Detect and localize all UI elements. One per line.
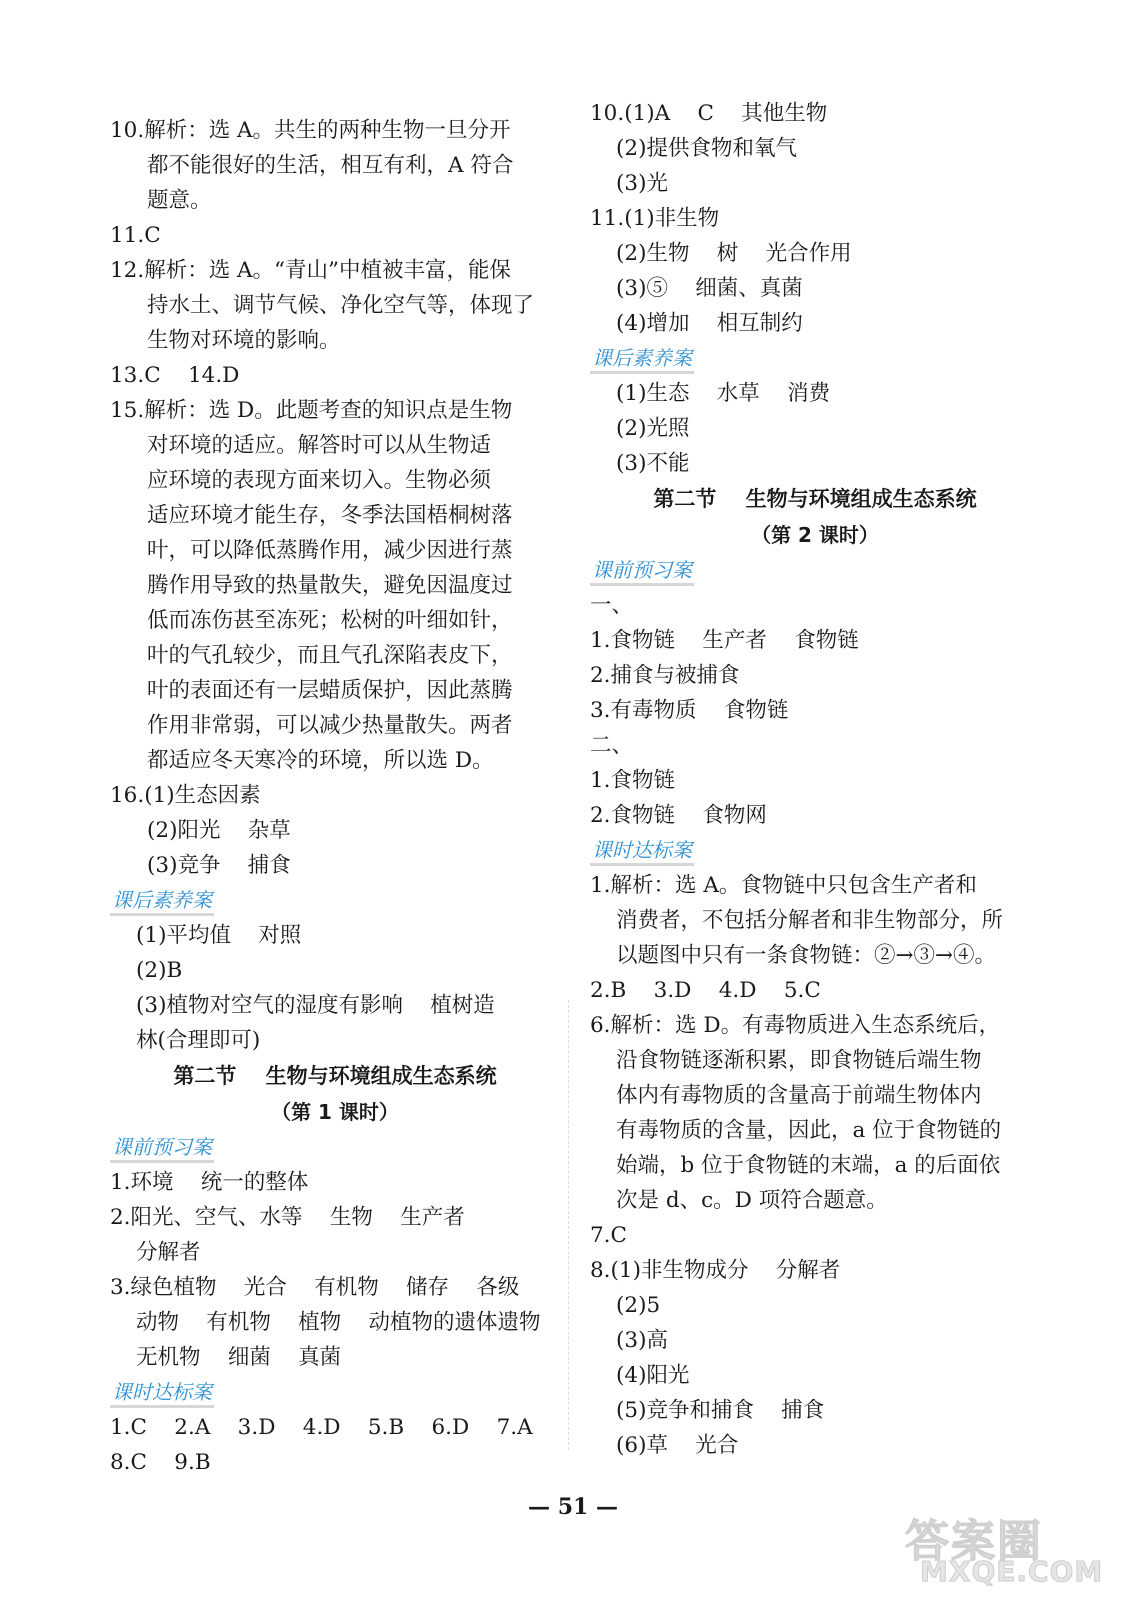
lesson-subtitle: （第 1 课时） <box>271 1100 399 1124</box>
section-heading: 课时达标案 <box>590 833 1040 868</box>
answer-line: (3)光 <box>616 171 668 196</box>
answer-line: 1.食物链 <box>590 768 676 793</box>
answer-line: 12.解析：选 A。“青山”中植被丰富，能保 <box>110 258 512 283</box>
watermark-text: 答案圈 <box>905 1516 1043 1567</box>
answer-line: 1.食物链 生产者 食物链 <box>590 628 859 653</box>
answer-line: 3.有毒物质 食物链 <box>590 698 789 723</box>
answer-line: 都适应冬天寒冷的环境，所以选 D。 <box>147 748 494 773</box>
answer-line: (2)光照 <box>616 416 690 441</box>
watermark-logo <box>905 1505 1120 1595</box>
answer-line: 叶，可以降低蒸腾作用，减少因进行蒸 <box>147 538 513 563</box>
right-column <box>590 101 1040 1463</box>
answer-line: 2.食物链 食物网 <box>590 803 767 828</box>
answer-line: 持水土、调节气候、净化空气等，体现了 <box>147 293 535 318</box>
answer-line: 作用非常弱，可以减少热量散失。两者 <box>147 713 513 738</box>
answer-line: 有毒物质的含量，因此，a 位于食物链的 <box>616 1118 1002 1143</box>
answer-line: 13.C 14.D <box>110 363 240 388</box>
answer-line: 3.绿色植物 光合 有机物 储存 各级 <box>110 1275 520 1300</box>
section-heading: 课后素养案 <box>590 341 1040 376</box>
answer-line: 11.C <box>110 223 161 248</box>
answer-line: 16.(1)生态因素 <box>110 783 261 808</box>
answer-line: 都不能很好的生活，相互有利，A 符合 <box>147 153 514 178</box>
column-divider <box>568 1000 569 1450</box>
section-heading: 课前预习案 <box>110 1130 560 1165</box>
answer-line: (1)生态 水草 消费 <box>616 381 831 406</box>
answer-line: 1.环境 统一的整体 <box>110 1170 309 1195</box>
chapter-title: 第二节 生物与环境组成生态系统 <box>653 487 977 511</box>
answer-line: 10.解析：选 A。共生的两种生物一旦分开 <box>110 118 511 143</box>
answer-line: 6.解析：选 D。有毒物质进入生态系统后， <box>590 1013 1001 1038</box>
answer-line: 林(合理即可) <box>136 1028 261 1053</box>
answer-line: 以题图中只有一条食物链：②→③→④。 <box>616 943 997 968</box>
answer-line: 二、 <box>590 733 634 758</box>
answer-line: 2.B 3.D 4.D 5.C <box>590 978 821 1003</box>
page-number: — 51 — <box>528 1494 618 1520</box>
section-heading: 课时达标案 <box>110 1375 560 1410</box>
answer-line: 10.(1)A C 其他生物 <box>590 101 828 126</box>
answer-line: (6)草 光合 <box>616 1433 739 1458</box>
answer-line: (2)提供食物和氧气 <box>616 136 797 161</box>
answer-line: (3)植物对空气的湿度有影响 植树造 <box>136 993 495 1018</box>
answer-line: 生物对环境的影响。 <box>147 328 341 353</box>
answer-line: 8.(1)非生物成分 分解者 <box>590 1258 841 1283</box>
answer-line: (3)不能 <box>616 451 690 476</box>
answer-line: (3)竞争 捕食 <box>147 853 291 878</box>
answer-line: 无机物 细菌 真菌 <box>136 1345 342 1370</box>
answer-line: (5)竞争和捕食 捕食 <box>616 1398 825 1423</box>
answer-line: 消费者，不包括分解者和非生物部分，所 <box>616 908 1004 933</box>
answer-line: 沿食物链逐渐积累，即食物链后端生物 <box>616 1048 982 1073</box>
answer-line: (2)B <box>136 958 183 983</box>
watermark-url: MXQE.COM <box>920 1555 1104 1588</box>
answer-line: 2.捕食与被捕食 <box>590 663 740 688</box>
answer-line: 体内有毒物质的含量高于前端生物体内 <box>616 1083 982 1108</box>
answer-line: 7.C <box>590 1223 627 1248</box>
answer-line: 1.解析：选 A。食物链中只包含生产者和 <box>590 873 977 898</box>
answer-line: (4)增加 相互制约 <box>616 311 803 336</box>
answer-line: (2)阳光 杂草 <box>147 818 291 843</box>
left-column <box>110 113 560 1480</box>
lesson-subtitle: （第 2 课时） <box>751 523 879 547</box>
answer-line: 腾作用导致的热量散失，避免因温度过 <box>147 573 513 598</box>
section-heading: 课前预习案 <box>590 553 1040 588</box>
answer-line: 11.(1)非生物 <box>590 206 720 231</box>
answer-line: 2.阳光、空气、水等 生物 生产者 <box>110 1205 465 1230</box>
answer-line: 低而冻伤甚至冻死；松树的叶细如针， <box>147 608 513 633</box>
answer-line: 叶的气孔较少，而且气孔深陷表皮下， <box>147 643 513 668</box>
answer-line: 次是 d、c。D 项符合题意。 <box>616 1188 888 1213</box>
chapter-title: 第二节 生物与环境组成生态系统 <box>173 1064 497 1088</box>
answer-line: 始端，b 位于食物链的末端，a 的后面依 <box>616 1153 1001 1178</box>
answer-line: 动物 有机物 植物 动植物的遗体遗物 <box>136 1310 541 1335</box>
answer-line: 对环境的适应。解答时可以从生物适 <box>147 433 492 458</box>
answer-line: 一、 <box>590 593 634 618</box>
answer-line: 1.C 2.A 3.D 4.D 5.B 6.D 7.A <box>110 1415 533 1440</box>
answer-line: 8.C 9.B <box>110 1450 211 1475</box>
answer-line: (4)阳光 <box>616 1363 690 1388</box>
answer-line: 15.解析：选 D。此题考查的知识点是生物 <box>110 398 513 423</box>
answer-line: 分解者 <box>136 1240 201 1265</box>
answer-line: 应环境的表现方面来切入。生物必须 <box>147 468 492 493</box>
answer-line: (2)5 <box>616 1293 661 1318</box>
answer-line: 适应环境才能生存，冬季法国梧桐树落 <box>147 503 513 528</box>
section-heading: 课后素养案 <box>110 883 560 918</box>
answer-line: (3)高 <box>616 1328 668 1353</box>
answer-line: (2)生物 树 光合作用 <box>616 241 852 266</box>
answer-line: (1)平均值 对照 <box>136 923 302 948</box>
answer-line: (3)⑤ 细菌、真菌 <box>616 276 803 301</box>
answer-line: 叶的表面还有一层蜡质保护，因此蒸腾 <box>147 678 513 703</box>
answer-line: 题意。 <box>147 188 212 213</box>
